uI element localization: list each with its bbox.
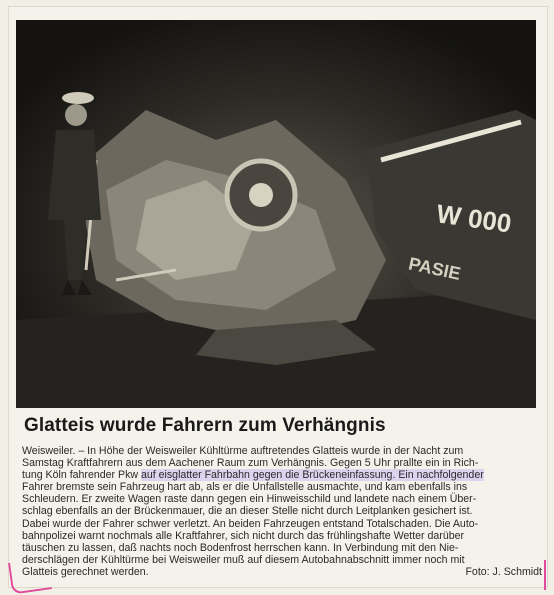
highlighted-text: auf eisglatter Fahrbahn gegen die Brückeneinfassung. Ein nachfolgender	[140, 469, 484, 482]
pen-marker-left	[8, 557, 52, 594]
article-line: Weisweiler. – In Höhe der Weisweiler Kühltürme auftretendes Glatteis wurde in der Nacht zum	[22, 445, 464, 457]
article-line: täuschen zu lassen, daß nachts noch Bodenfrost herrschen kann. In Verbindung mit den Nie-	[22, 541, 459, 554]
sign-lettering: W 000	[434, 198, 514, 239]
article-line: Samstag Kraftfahrern aus dem Aachener Raum zum Verhängnis. Gegen 5 Uhr prallte ein in Rich-	[22, 457, 479, 470]
article-line: Fahrer bremste sein Fahrzeug hart ab, als er die Unfallstelle ausmachte, und kam ebenfalls ins	[22, 481, 468, 494]
accident-photo	[16, 20, 536, 408]
article-line: tung Köln fahrender Pkw auf eisglatter Fahrbahn gegen die Brückeneinfassung. Ein nachfolgender	[22, 469, 484, 482]
headline: Glatteis wurde Fahrern zum Verhängnis	[24, 415, 386, 436]
accident-photo-drawing	[16, 20, 536, 408]
photo-credit: Foto: J. Schmidt	[465, 565, 542, 578]
article-line: Dabei wurde der Fahrer schwer verletzt. An beiden Fahrzeugen entstand Totalschaden. Die Auto-	[22, 517, 479, 530]
article-line: Schleudern. Er zweite Wagen raste dann gegen ein Hinweisschild und landete nach einem Über-	[22, 493, 477, 506]
article-line-end: Glatteis gerechnet werden.	[22, 565, 149, 578]
article-body	[22, 445, 542, 578]
bleed-through-text	[370, 0, 540, 16]
sign-lettering-2: PASIE	[406, 253, 463, 284]
article-line: bahnpolizei warnt nochmals alle Kraftfahrer, sich nicht durch das frühlingshafte Wetter darüber	[22, 529, 465, 542]
article-line: schlag ebenfalls an der Brückenmauer, die an dieser Stelle nicht durch Leitplanken gesichert ist.	[22, 505, 473, 518]
article-last-line	[22, 566, 542, 578]
article-line: derschlägen der Kühltürme bei Weisweiler muß auf diesem Autobahnabschnitt immer noch mit	[22, 553, 465, 566]
pen-marker-right	[534, 560, 546, 590]
